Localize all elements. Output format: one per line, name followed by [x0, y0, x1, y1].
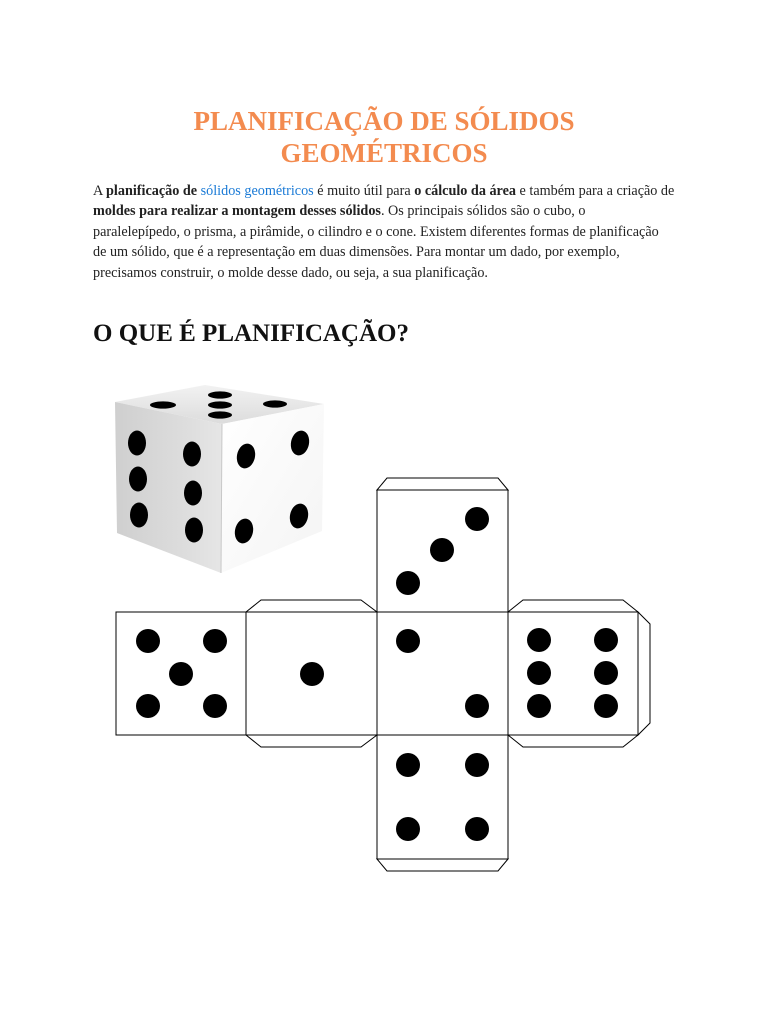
intro-bold-3: moldes para realizar a montagem desses sólidos	[93, 203, 381, 220]
glue-tab	[246, 735, 377, 747]
pip	[465, 694, 489, 718]
glue-tab	[377, 478, 508, 490]
pip	[136, 629, 160, 653]
pip	[183, 442, 201, 467]
pip	[527, 661, 551, 685]
pip	[208, 391, 232, 398]
glue-tab	[508, 600, 638, 612]
intro-bold-1: planificação de	[106, 183, 201, 199]
pip	[185, 518, 203, 543]
page-title: PLANIFICAÇÃO DE SÓLIDOS GEOMÉTRICOS	[193, 106, 575, 168]
pip	[527, 628, 551, 652]
pip	[128, 431, 146, 456]
pip	[465, 507, 489, 531]
pip	[594, 694, 618, 718]
pip	[396, 817, 420, 841]
pip	[184, 481, 202, 506]
pip	[136, 694, 160, 718]
pip	[203, 694, 227, 718]
pip	[208, 401, 232, 408]
pip	[129, 467, 147, 492]
intro-text-3: e também para a criação de	[516, 183, 675, 199]
pip	[594, 628, 618, 652]
pip	[430, 538, 454, 562]
net-face-center	[377, 612, 508, 735]
glue-tab	[638, 612, 650, 735]
intro-text-1: A	[93, 183, 107, 199]
die-3d	[115, 385, 324, 573]
pip	[203, 629, 227, 653]
intro-text-4: . Os principais sólidos são o cubo, o paralelepípedo, o prisma, a pirâmide, o cilindro e o cone. Existem diferentes formas de planificação de um sólido, que é a representação em duas dimensões. Para montar um dado, por exemplo, precisamos construir, o molde desse dado, ou seja, a sua planificação.	[93, 203, 659, 281]
pip	[130, 503, 148, 528]
glue-tab	[508, 735, 638, 747]
pip	[465, 753, 489, 777]
pip	[465, 817, 489, 841]
die-left-face	[115, 402, 222, 573]
net-face-bottom	[377, 735, 508, 859]
pip	[396, 629, 420, 653]
die-right-face	[221, 404, 324, 573]
pip	[263, 400, 287, 407]
pip	[527, 694, 551, 718]
section-heading: O QUE É PLANIFICAÇÃO?	[93, 320, 409, 347]
solidos-geometricos-link[interactable]: sólidos geométricos	[200, 183, 314, 199]
intro-bold-2: o cálculo da área	[414, 183, 516, 199]
glue-tab	[377, 859, 508, 871]
intro-text-2: é muito útil para	[313, 183, 415, 199]
pip	[208, 411, 232, 418]
pip	[396, 753, 420, 777]
pip	[594, 661, 618, 685]
pip	[396, 571, 420, 595]
pip	[150, 401, 176, 408]
glue-tab	[246, 600, 377, 612]
pip	[169, 662, 193, 686]
pip	[300, 662, 324, 686]
